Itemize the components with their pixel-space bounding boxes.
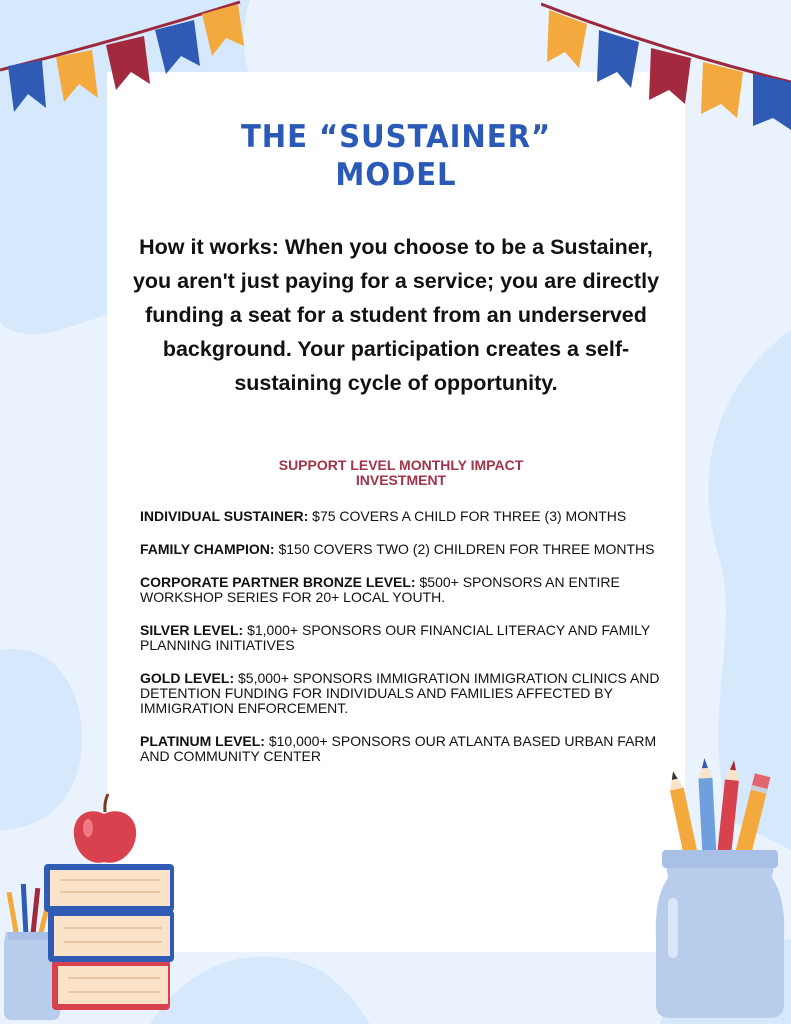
support-levels-list bbox=[140, 509, 670, 782]
level-name: FAMILY CHAMPION: bbox=[140, 541, 275, 557]
level-silver bbox=[140, 623, 670, 653]
level-name: GOLD LEVEL: bbox=[140, 670, 235, 686]
content-card bbox=[107, 72, 685, 952]
bunting-right-icon bbox=[541, 0, 791, 140]
level-platinum bbox=[140, 734, 670, 764]
level-description: $500+ SPONSORS AN ENTIRE WORKSHOP SERIES FOR 20+ LOCAL YOUTH. bbox=[140, 574, 620, 605]
support-heading-line-1: SUPPORT LEVEL MONTHLY IMPACT bbox=[278, 457, 524, 473]
level-corporate-bronze bbox=[140, 575, 670, 605]
title-line-2: MODEL bbox=[335, 157, 457, 193]
level-gold bbox=[140, 671, 670, 716]
apple-icon bbox=[74, 794, 136, 863]
level-description: $150 COVERS TWO (2) CHILDREN FOR THREE MONTHS bbox=[278, 541, 655, 557]
level-name: INDIVIDUAL SUSTAINER: bbox=[140, 508, 309, 524]
level-description: $10,000+ SPONSORS OUR ATLANTA BASED URBAN FARM AND COMMUNITY CENTER bbox=[140, 733, 657, 764]
books-stack-icon bbox=[0, 792, 185, 1024]
level-family-champion bbox=[140, 542, 670, 557]
intro-paragraph: How it works: When you choose to be a Sustainer, you aren't just paying for a service; you are directly funding a seat for a student from an underserved background. Your participation creates a self-sustaining cycle of opportunity. bbox=[132, 235, 660, 395]
bunting-left-icon bbox=[0, 0, 250, 130]
level-individual-sustainer bbox=[140, 509, 670, 524]
pencil-jar-icon bbox=[650, 748, 791, 1024]
level-name: CORPORATE PARTNER BRONZE LEVEL: bbox=[140, 574, 416, 590]
support-level-heading bbox=[236, 458, 566, 488]
level-description: $75 COVERS A CHILD FOR THREE (3) MONTHS bbox=[312, 508, 627, 524]
title-line-1: THE “SUSTAINER” bbox=[240, 119, 552, 155]
level-name: PLATINUM LEVEL: bbox=[140, 733, 265, 749]
level-description: $1,000+ SPONSORS OUR FINANCIAL LITERACY AND FAMILY PLANNING INITIATIVES bbox=[140, 622, 650, 653]
level-description: $5,000+ SPONSORS IMMIGRATION IMMIGRATION CLINICS AND DETENTION FUNDING FOR INDIVIDUALS AND FAMILIES AFFECTED BY IMMIGRATION ENFORCEMENT. bbox=[140, 670, 660, 716]
level-name: SILVER LEVEL: bbox=[140, 622, 244, 638]
support-heading-line-2: INVESTMENT bbox=[355, 472, 447, 488]
